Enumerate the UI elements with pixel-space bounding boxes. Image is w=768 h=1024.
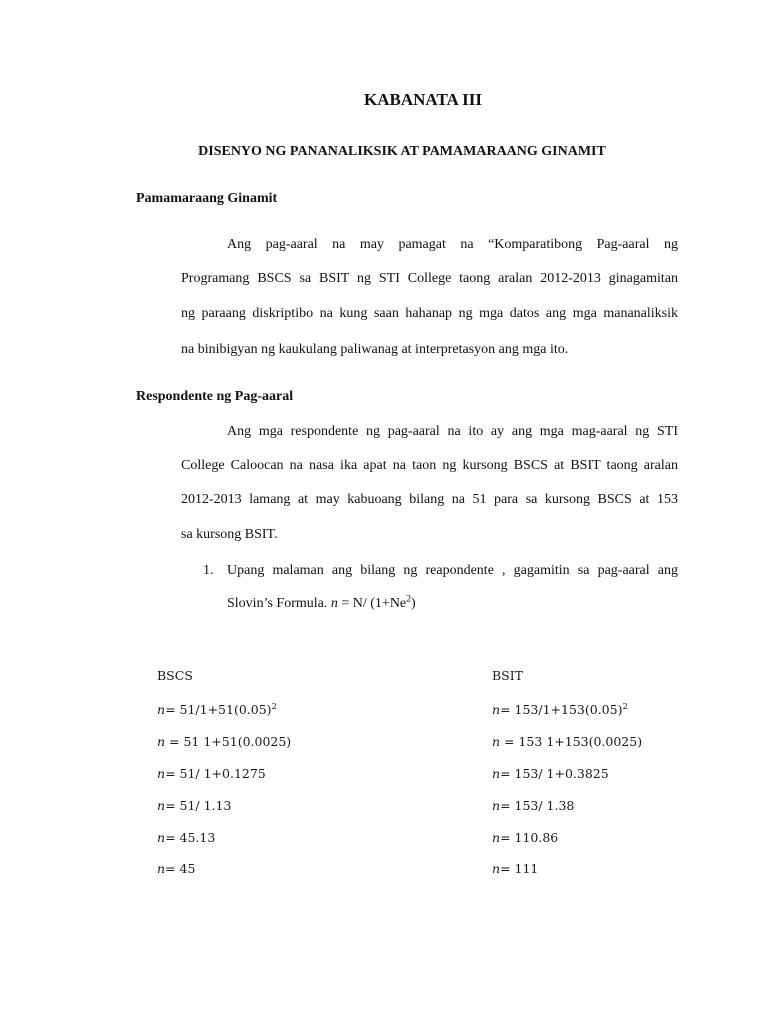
chapter-subtitle: DISENYO NG PANANALIKSIK AT PAMAMARAANG GINAMIT <box>198 144 606 159</box>
paragraph-line: Ang pag-aaral na may pamagat na “Komparatibong Pag-aaral ng <box>227 237 678 252</box>
bsit-step: n = 153 1+153(0.0025) <box>492 734 643 749</box>
list-item-line: Upang malaman ang bilang ng reapondente , gagamitin sa pag-aaral ang <box>227 563 678 578</box>
section-heading-pamamaraan: Pamamaraang Ginamit <box>136 191 278 206</box>
formula-superscript: 2 <box>406 593 412 605</box>
bscs-step: $n= 51/1+51(0.05)^2$ <box>157 701 278 717</box>
bsit-result: n= 111 <box>492 861 539 876</box>
chapter-title: KABANATA III <box>364 90 482 109</box>
paragraph-line: Programang BSCS sa BSIT ng STI College taong aralan 2012-2013 ginagamitan <box>181 271 678 286</box>
bscs-step: n= 51/ 1.13 <box>157 798 232 813</box>
formula-expression: = N/ (1+Ne <box>337 596 407 611</box>
formula-variable: n <box>330 596 338 611</box>
formula-close: ) <box>411 596 416 611</box>
bsit-step: $n= 153/1+153(0.05)^2$ <box>492 701 629 717</box>
list-item-formula-line <box>227 593 678 612</box>
bscs-label: BSCS <box>157 668 193 683</box>
bsit-label: BSIT <box>492 668 524 683</box>
paragraph-line: Ang mga respondente ng pag-aaral na ito ay ang mga mag-aaral ng STI <box>227 424 678 439</box>
bsit-step: n= 110.86 <box>492 830 559 845</box>
paragraph-line: College Caloocan na nasa ika apat na taon ng kursong BSCS at BSIT taong aralan <box>181 458 678 473</box>
list-number: 1. <box>203 563 214 578</box>
bscs-step: n = 51 1+51(0.0025) <box>157 734 292 749</box>
bscs-result: n= 45 <box>157 861 196 876</box>
formula-label: Slovin’s Formula. <box>227 596 331 611</box>
paragraph-line: ng paraang diskriptibo na kung saan hahanap ng mga datos ang mga mananaliksik <box>181 306 678 321</box>
paragraph-line: sa kursong BSIT. <box>181 527 278 542</box>
section-heading-respondente: Respondente ng Pag-aaral <box>136 389 294 404</box>
paragraph-line: 2012-2013 lamang at may kabuoang bilang na 51 para sa kursong BSCS at 153 <box>181 492 678 507</box>
paragraph-line: na binibigyan ng kaukulang paliwanag at interpretasyon ang mga ito. <box>181 342 569 357</box>
bsit-step: n= 153/ 1.38 <box>492 798 575 813</box>
bscs-step: n= 45.13 <box>157 830 216 845</box>
bsit-step: n= 153/ 1+0.3825 <box>492 766 609 781</box>
bscs-step: n= 51/ 1+0.1275 <box>157 766 266 781</box>
